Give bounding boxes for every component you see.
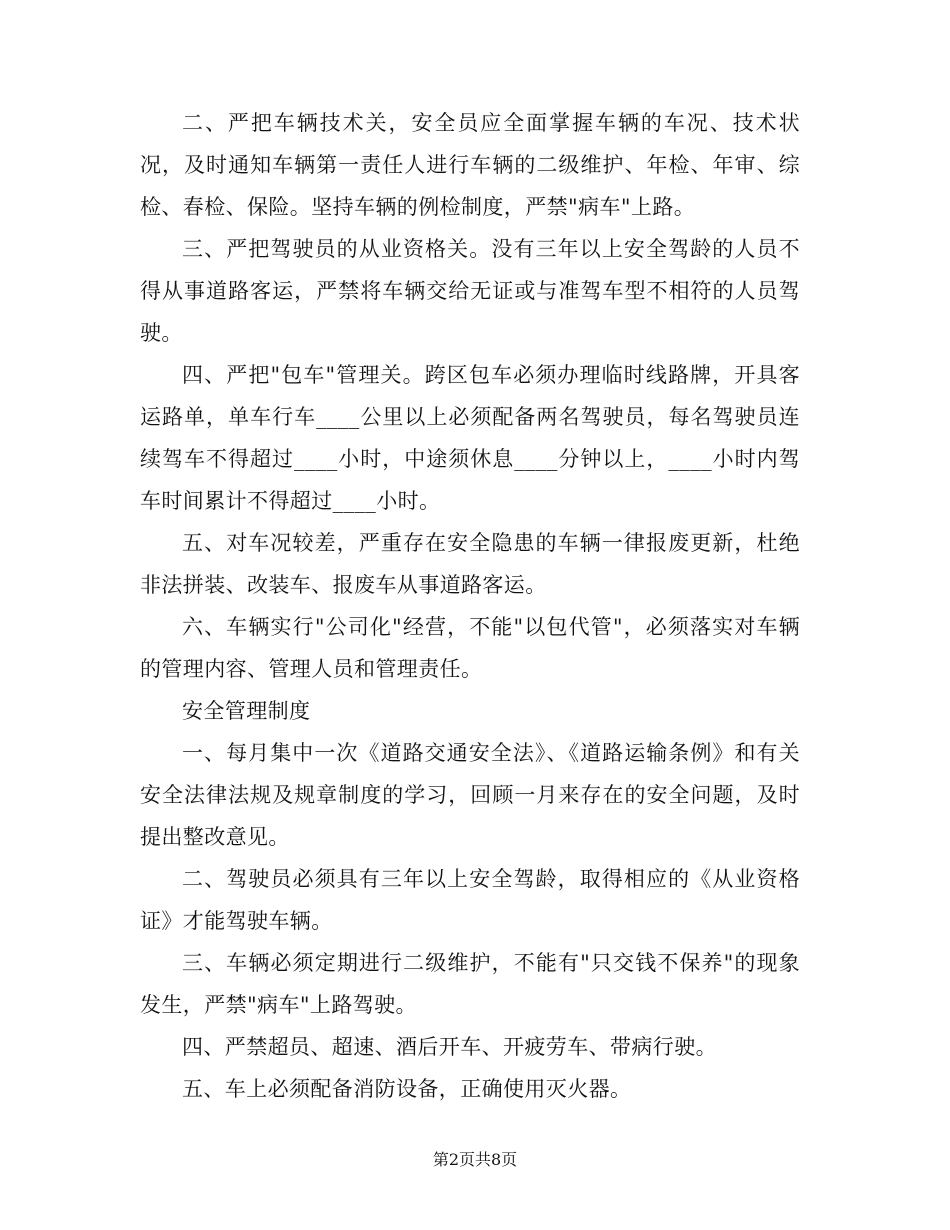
paragraph-maintenance: 三、车辆必须定期进行二级维护，不能有"只交钱不保养"的现象发生，严禁"病车"上路驾驶。 [140, 951, 800, 1017]
page-number-footer: 第2页共8页 [432, 1150, 518, 1169]
paragraph-fire-equipment: 五、车上必须配备消防设备，正确使用灭火器。 [182, 1077, 632, 1101]
paragraph-monthly-study: 一、每月集中一次《道路交通安全法》、《道路运输条例》和有关安全法律法规及规章制度的学习，回顾一月来存在的安全问题，及时提出整改意见。 [140, 741, 800, 849]
document-body [140, 102, 800, 1110]
paragraph-company-operation: 六、车辆实行"公司化"经营，不能"以包代管"，必须落实对车辆的管理内容、管理人员和管理责任。 [140, 615, 800, 681]
paragraph-vehicle-scrapping: 五、对车况较差，严重存在安全隐患的车辆一律报废更新，杜绝非法拼装、改装车、报废车从事道路客运。 [140, 531, 800, 597]
paragraph-vehicle-technical-check: 二、严把车辆技术关，安全员应全面掌握车辆的车况、技术状况，及时通知车辆第一责任人进行车辆的二级维护、年检、年审、综检、春检、保险。坚持车辆的例检制度，严禁"病车"上路。 [140, 111, 800, 219]
paragraph-driver-qualification: 三、严把驾驶员的从业资格关。没有三年以上安全驾龄的人员不得从事道路客运，严禁将车辆交给无证或与准驾车型不相符的人员驾驶。 [140, 237, 800, 345]
section-heading-safety-rules: 安全管理制度 [182, 699, 311, 723]
paragraph-driver-license: 二、驾驶员必须具有三年以上安全驾龄，取得相应的《从业资格证》才能驾驶车辆。 [140, 867, 800, 933]
paragraph-prohibitions: 四、严禁超员、超速、酒后开车、开疲劳车、带病行驶。 [182, 1035, 717, 1059]
paragraph-charter-management: 四、严把"包车"管理关。跨区包车必须办理临时线路牌，开具客运路单，单车行车____公里以上必须配备两名驾驶员，每名驾驶员连续驾车不得超过____小时，中途须休息____分钟以上，____小时内驾车时间累计不得超过____小时。 [140, 363, 800, 513]
